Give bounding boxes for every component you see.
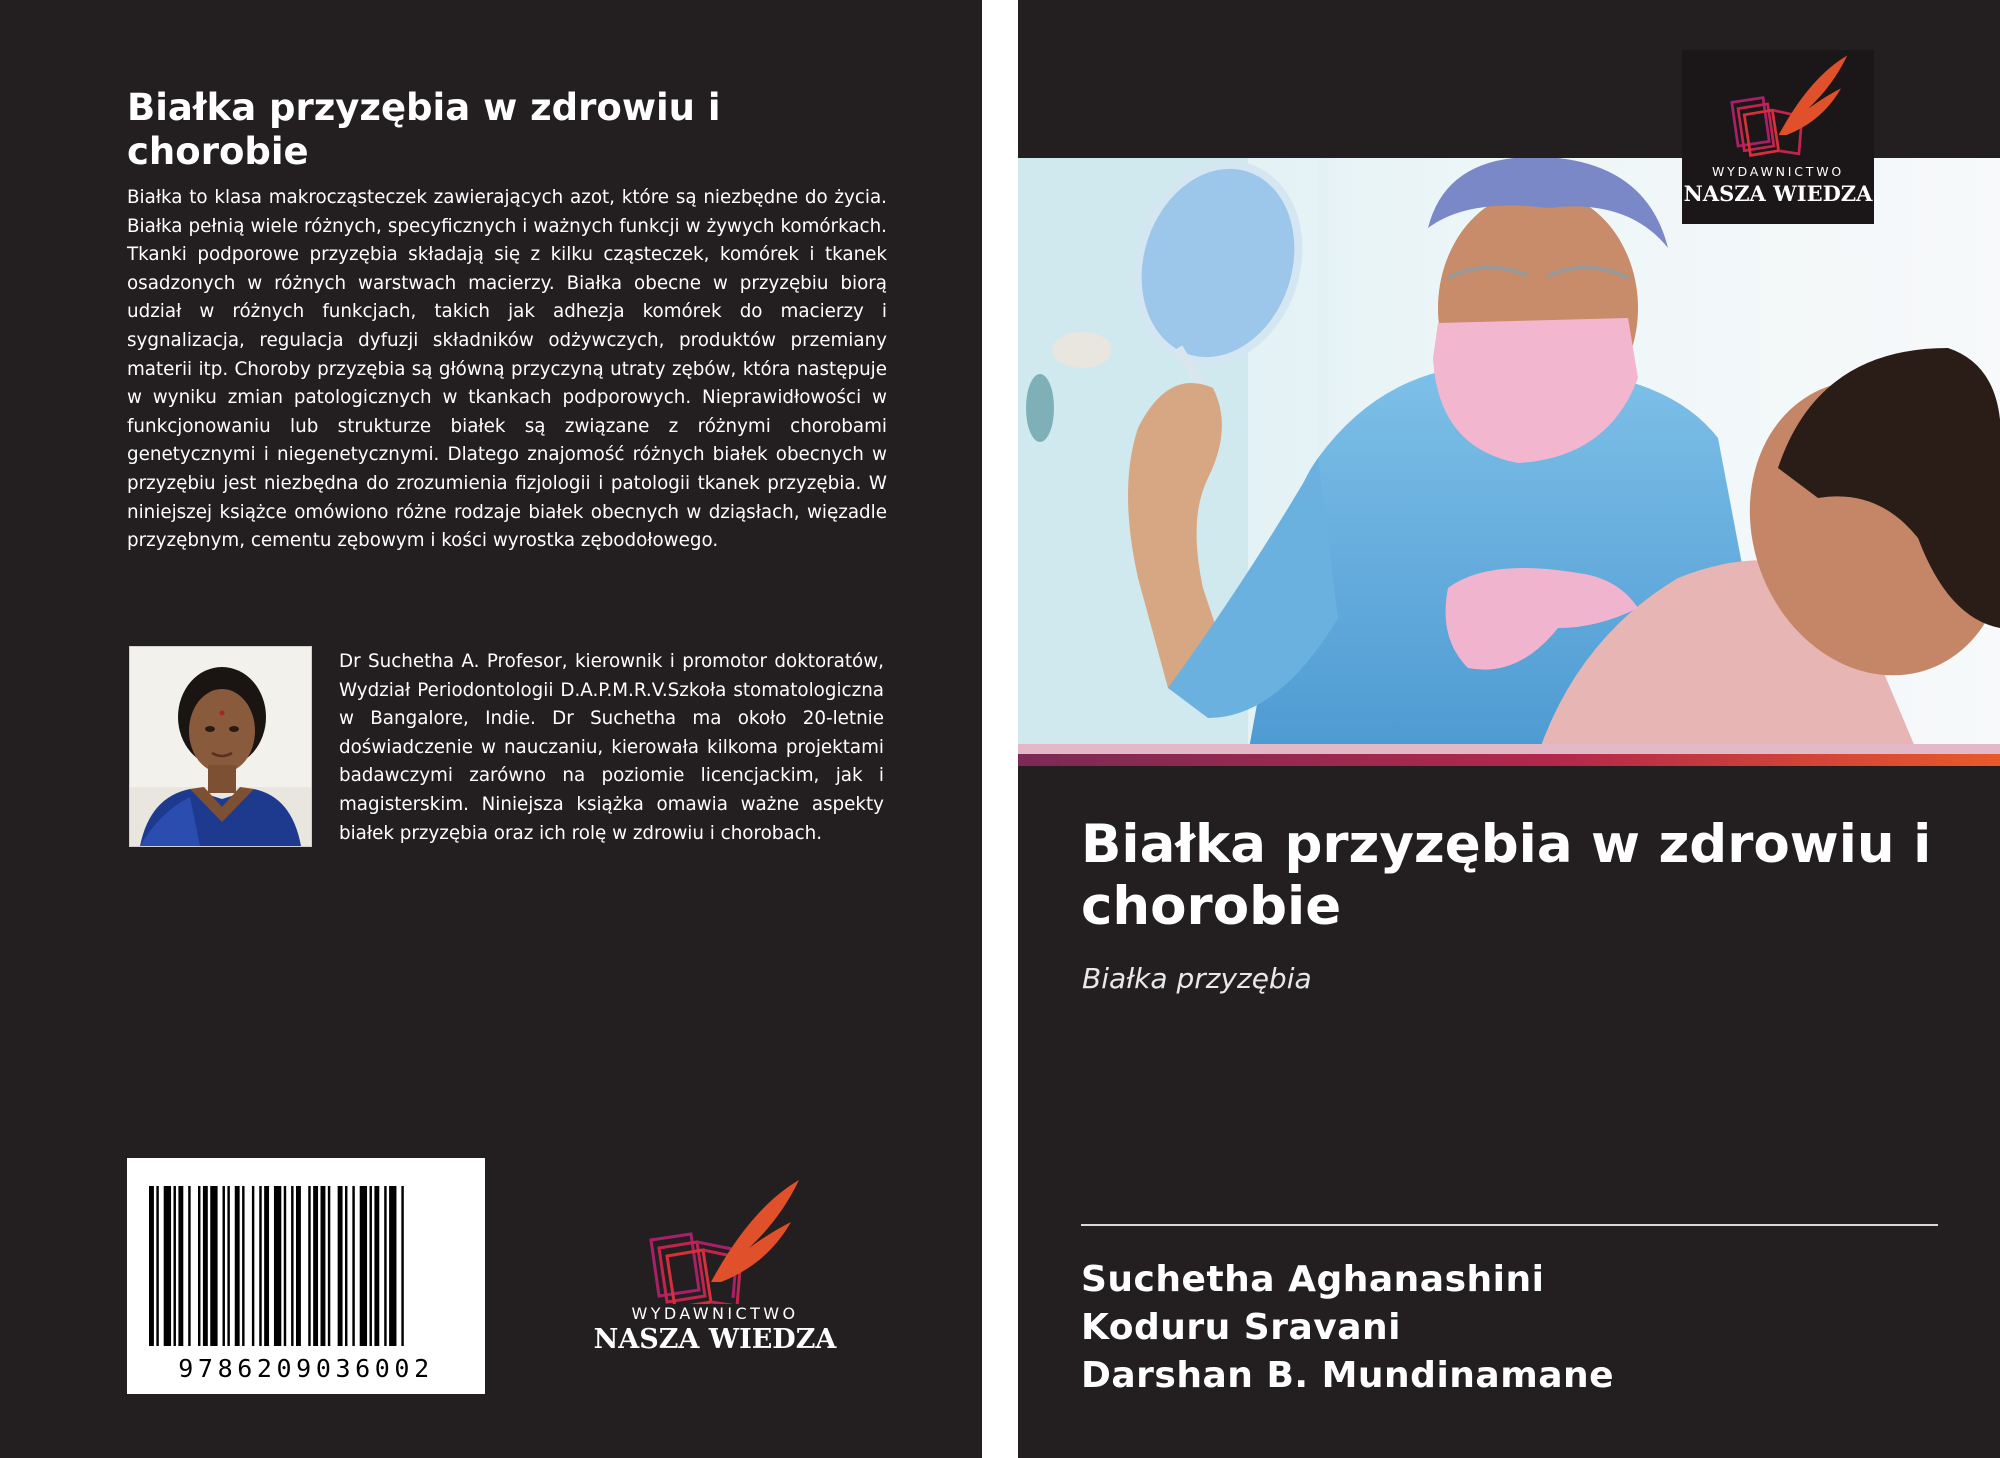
barcode-bar bbox=[264, 1186, 269, 1346]
barcode-bar bbox=[401, 1186, 403, 1346]
accent-line bbox=[1018, 754, 2000, 766]
barcode-bar bbox=[374, 1186, 379, 1346]
front-cover bbox=[1018, 0, 2000, 1458]
barcode-bar bbox=[235, 1186, 240, 1346]
barcode-bar bbox=[178, 1186, 183, 1346]
front-cover-title: Białka przyzębia w zdrowiu i chorobie bbox=[1081, 814, 1932, 937]
barcode-bar bbox=[389, 1186, 396, 1346]
back-publisher-name: NASZA WIEDZA bbox=[593, 1324, 837, 1355]
back-cover-description: Białka to klasa makrocząsteczek zawierających azot, które są niezbędne do życia. Białka pełnią wiele różnych, specyficznych i ważnych funkcji w żywych komórkach. Tkanki podporowe przyzębia składają się z kilku cząsteczek, komórek i tkanek osadzonych w różnych warstwach macierzy. Białka obecne w przyzębiu biorą udział w różnych funkcjach, takich jak adhezja komórek do macierzy i sygnalizacja, regulacja dyfuzji składników odżywczych, produktów przemiany materii itp. Choroby przyzębia są główną przyczyną utraty zębów, która następuje w wyniku zmian patologicznych w tkankach podporowych. Nieprawidłowości w funkcjonowaniu lub strukturze białek są związane z różnymi chorobami genetycznymi i niegenetycznymi. Dlatego znajomość różnych białek obecnych w przyzębiu jest niezbędna do zrozumienia fizjologii i patologii tkanek przyzębia. W niniejszej książce omówiono różne rodzaje białek obecnych w dziąsłach, więzadle przyzębnym, cementu zębowym i kości wyrostka zębodołowego. bbox=[127, 187, 887, 552]
isbn-number: 9786209036002 bbox=[178, 1354, 434, 1383]
barcode-bar bbox=[352, 1186, 354, 1346]
barcode-bar bbox=[338, 1186, 343, 1346]
barcode-bar bbox=[274, 1186, 281, 1346]
barcode-bar bbox=[291, 1186, 293, 1346]
front-divider bbox=[1081, 1224, 1938, 1226]
barcode-bar bbox=[242, 1186, 244, 1346]
barcode-bar bbox=[227, 1186, 229, 1346]
barcode-bar bbox=[203, 1186, 208, 1346]
back-cover-title: Białka przyzębia w zdrowiu i chorobie bbox=[127, 86, 721, 173]
barcode-bar bbox=[188, 1186, 190, 1346]
barcode-bar bbox=[149, 1186, 154, 1346]
author-photo bbox=[129, 646, 312, 847]
front-publisher-logo bbox=[1682, 50, 1874, 224]
barcode-bar bbox=[164, 1186, 171, 1346]
barcode-bar bbox=[284, 1186, 286, 1346]
author-portrait-icon bbox=[130, 647, 311, 846]
barcode-bar bbox=[198, 1186, 200, 1346]
front-publisher-small: WYDAWNICTWO bbox=[1711, 164, 1845, 179]
cover-photo bbox=[1018, 158, 2000, 754]
barcode-bar bbox=[313, 1186, 318, 1346]
barcode-bars bbox=[127, 1158, 485, 1354]
author-name: Koduru Sravani bbox=[1081, 1307, 1402, 1348]
barcode-bar bbox=[321, 1186, 326, 1346]
front-publisher-name: NASZA WIEDZA bbox=[1683, 181, 1873, 206]
barcode-bar bbox=[296, 1186, 301, 1346]
author-list bbox=[1081, 1256, 1961, 1400]
book-with-quill-icon bbox=[586, 1168, 844, 1304]
book-with-quill-icon bbox=[1682, 50, 1874, 164]
barcode-bar bbox=[223, 1186, 225, 1346]
author-name: Suchetha Aghanashini bbox=[1081, 1259, 1545, 1300]
dentist-patient-mirror-photo bbox=[1018, 158, 2000, 754]
back-cover bbox=[0, 0, 982, 1458]
barcode-bar bbox=[360, 1186, 367, 1346]
author-bio: Dr Suchetha A. Profesor, kierownik i promotor doktoratów, Wydział Periodontologii D.A.P.M.R.V.Szkoła stomatologiczna w Bangalore, Indie. Dr Suchetha ma około 20-letnie doświadczenie w nauczaniu, kierowała kilkoma projektami badawczymi zarówno na poziomie licencjackim, jak i magisterskim. Niniejsza książka omawia ważne aspekty białek przyzębia oraz ich rolę w zdrowiu i chorobach. bbox=[339, 651, 884, 844]
barcode-bar bbox=[156, 1186, 158, 1346]
barcode-bar bbox=[384, 1186, 386, 1346]
barcode-bar bbox=[252, 1186, 254, 1346]
barcode-bar bbox=[174, 1186, 176, 1346]
barcode-bar bbox=[370, 1186, 372, 1346]
barcode-bar bbox=[210, 1186, 217, 1346]
back-publisher-logo bbox=[586, 1168, 844, 1353]
barcode-bar bbox=[345, 1186, 347, 1346]
barcode-bar bbox=[259, 1186, 261, 1346]
back-publisher-small: WYDAWNICTWO bbox=[631, 1304, 799, 1323]
barcode-bar bbox=[328, 1186, 330, 1346]
author-name: Darshan B. Mundinamane bbox=[1081, 1355, 1615, 1396]
barcode-bar bbox=[308, 1186, 310, 1346]
front-cover-subtitle: Białka przyzębia bbox=[1082, 962, 1312, 995]
isbn-barcode bbox=[127, 1158, 485, 1394]
